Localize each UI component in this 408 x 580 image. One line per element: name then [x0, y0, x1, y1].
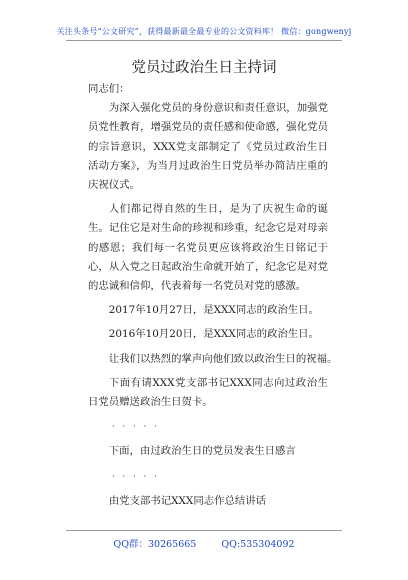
- paragraph-meaning: 人们都记得自然的生日，是为了庆祝生命的诞生。记住它是对生命的珍视和珍重，纪念它是对母亲的感恩；我们每一名党员更应该将政治生日铭记于心，从入党之日起政治生命就开始了，纪念它是对党的忠诚和信仰，代表着每一名党员对党的感激。: [88, 203, 328, 293]
- closing-line: 由党支部书记XXX同志作总结讲话: [108, 494, 267, 507]
- date-line: 2016年10月20日，是XXX同志的政治生日。: [108, 328, 319, 341]
- page-title: 党员过政治生日主持词: [131, 60, 277, 76]
- header-divider: [66, 40, 342, 41]
- qq-group-label: QQ群：30265665: [113, 539, 197, 550]
- footer-divider: [66, 530, 342, 531]
- date-line: 2017年10月27日，是XXX同志的政治生日。: [108, 304, 319, 317]
- applause-line: 让我们以热烈的掌声向他们致以政治生日的祝福。: [108, 352, 338, 365]
- invite-paragraph: 下面有请XXX党支部书记XXX同志向过政治生日党员赠送政治生日贺卡。: [88, 376, 328, 409]
- header-banner: 关注头条号“公文研究”，获得最新最全最专业的公文资料库！ 微信：gongwenyj: [56, 27, 352, 36]
- footer-contacts: [0, 536, 408, 550]
- speech-line: 下面，由过政治生日的党员发表生日感言: [108, 445, 296, 458]
- ellipsis-dots: ·····: [112, 471, 165, 481]
- document-body: [88, 80, 338, 516]
- paragraph-intro: 为深入强化党员的身份意识和责任意识，加强党员党性教育，增强党员的责任感和使命感，强化党员的宗旨意识，XXX党支部制定了《党员过政治生日活动方案》，为当月过政治生日党员举办简洁庄重的庆祝仪式。: [88, 102, 328, 192]
- qq-number-label: QQ:535304092: [221, 539, 295, 550]
- ellipsis-dots: ·····: [112, 422, 165, 432]
- salutation: 同志们：: [88, 83, 130, 95]
